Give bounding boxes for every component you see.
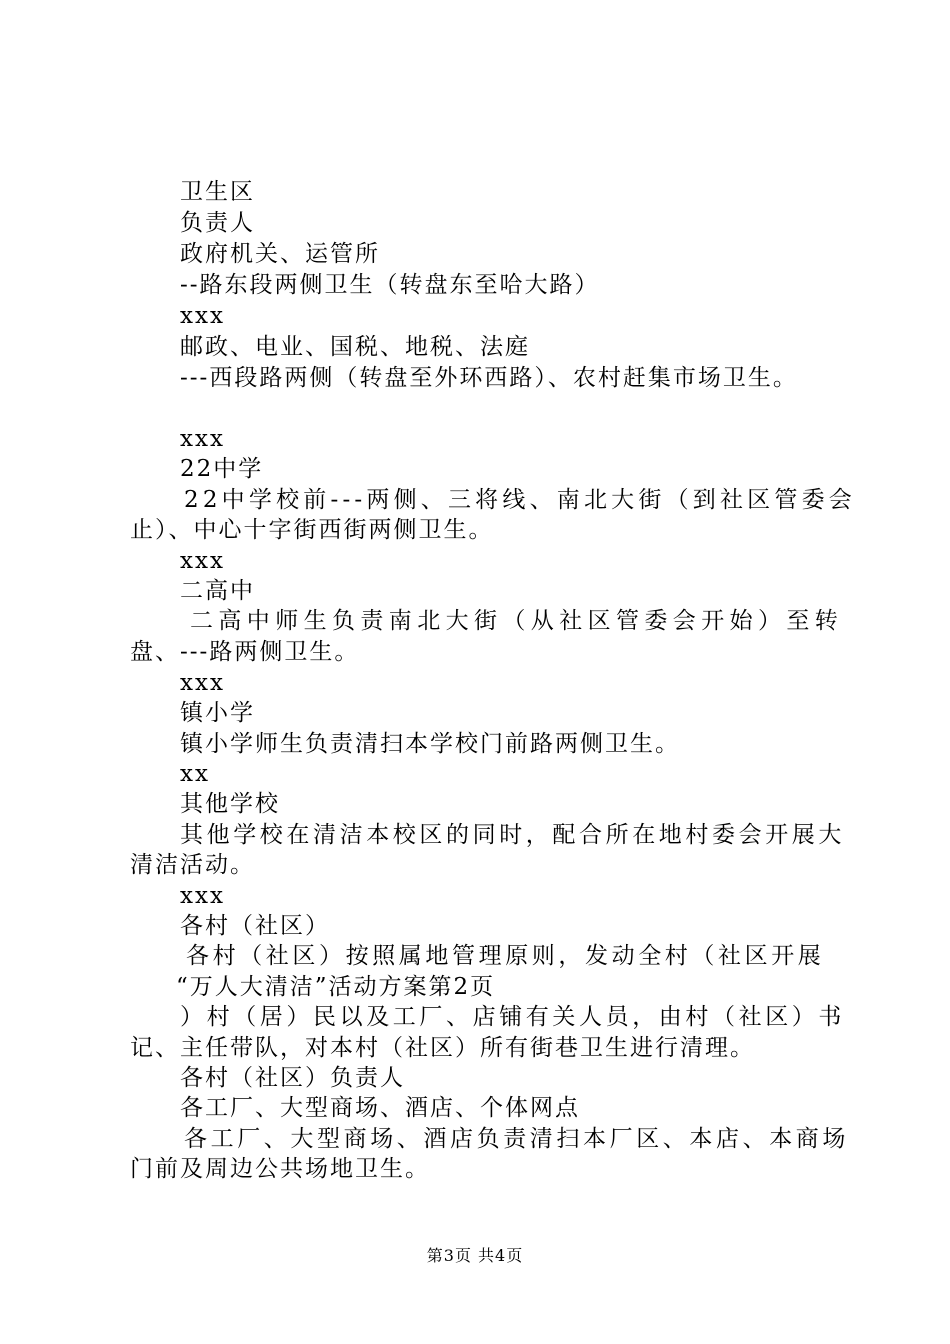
page-footer: 第3页 共4页	[426, 1246, 524, 1265]
text-line: 邮政、电业、国税、地税、法庭	[180, 334, 530, 360]
text-line: 各村（社区）负责人	[180, 1065, 405, 1091]
text-line: xxx	[180, 548, 225, 574]
text-line: 其他学校在清洁本校区的同时，配合所在地村委会开展大	[180, 822, 845, 848]
text-line: 卫生区	[180, 179, 255, 205]
text-line: 二高中师生负责南北大街（从社区管委会开始）至转	[190, 608, 844, 634]
text-line: xxx	[180, 303, 225, 329]
text-line: xxx	[180, 883, 225, 909]
text-line: 负责人	[180, 210, 255, 236]
text-line: “万人大清洁”活动方案第2页	[176, 974, 496, 1000]
text-line: 门前及周边公共场地卫生。	[130, 1156, 430, 1182]
text-line: ---西段路两侧（转盘至外环西路）、农村赶集市场卫生。	[180, 365, 798, 391]
text-line: 各工厂、大型商场、酒店、个体网点	[180, 1095, 580, 1121]
text-line: xx	[180, 761, 210, 787]
text-line: 清洁活动。	[130, 852, 255, 878]
text-line: 镇小学师生负责清扫本学校门前路两侧卫生。	[180, 731, 680, 757]
text-line: 盘、---路两侧卫生。	[130, 639, 360, 665]
text-line: 记、主任带队，对本村（社区）所有街巷卫生进行清理。	[130, 1035, 755, 1061]
text-line: 政府机关、运管所	[180, 241, 380, 267]
text-line: 镇小学	[180, 700, 255, 726]
text-line: 22中学校前---两侧、三将线、南北大街（到社区管委会	[184, 487, 856, 513]
text-line: 其他学校	[180, 791, 280, 817]
text-line: 二高中	[180, 578, 255, 604]
text-line: 22中学	[180, 456, 264, 482]
text-line: 各工厂、大型商场、酒店负责清扫本厂区、本店、本商场	[184, 1126, 849, 1152]
text-line: 各村（社区）按照属地管理原则，发动全村（社区开展	[186, 943, 825, 969]
text-line: xxx	[180, 426, 225, 452]
text-line: 止）、中心十字街西街两侧卫生。	[130, 517, 494, 543]
text-line: --路东段两侧卫生（转盘东至哈大路）	[180, 272, 600, 298]
text-line: xxx	[180, 670, 225, 696]
text-line: ）村（居）民以及工厂、店铺有关人员，由村（社区）书	[180, 1004, 845, 1030]
text-line: 各村（社区）	[180, 913, 330, 939]
